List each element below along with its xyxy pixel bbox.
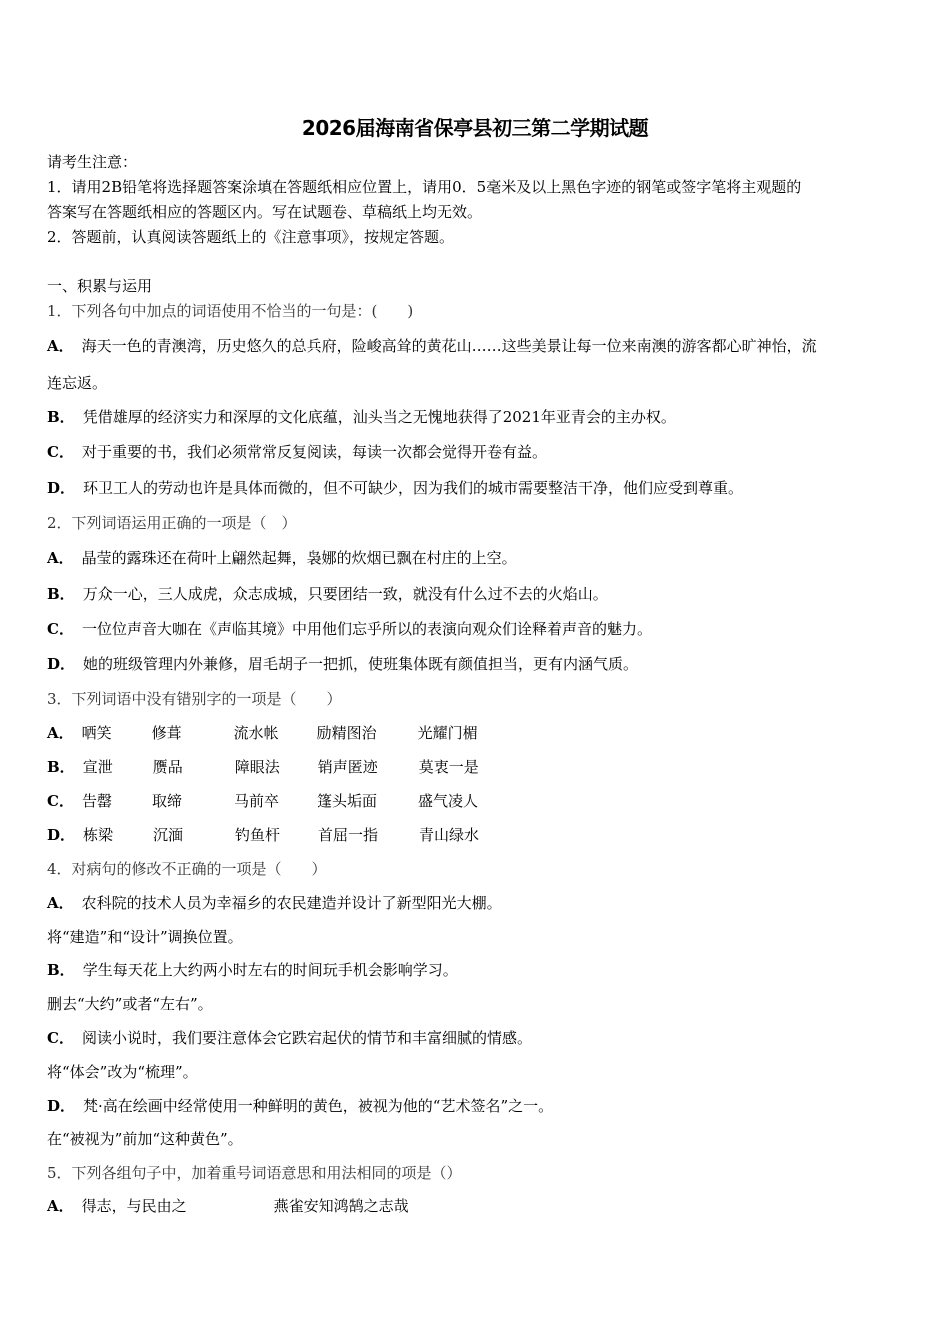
option-text: 凭借雄厚的经济实力和深厚的文化底蕴，汕头当之无愧地获得了2021年亚青会的主办权。	[82, 408, 676, 426]
page-title: 2026届海南省保亭县初三第二学期试题	[301, 116, 649, 140]
option-text: 对于重要的书，我们必须常常反复阅读，每读一次都会觉得开卷有益。	[81, 443, 547, 461]
option-text: 农科院的技术人员为幸福乡的农民建造并设计了新型阳光大棚。	[81, 894, 502, 912]
option-label: A．	[47, 724, 74, 742]
option-label: D．	[47, 1097, 76, 1115]
option-label: B．	[47, 408, 75, 426]
notice-item-1: 1．请用2B铅笔将选择题答案涂填在答题纸相应位置上，请用0．5毫米及以上黑色字迹的钢笔或签字笔将主观题的	[47, 178, 802, 196]
question-1-option-a	[47, 335, 817, 357]
option-label: C．	[47, 620, 74, 638]
option-label: D．	[47, 826, 76, 844]
option-text: 万众一心，三人成虎，众志成城，只要团结一致，就没有什么过不去的火焰山。	[82, 585, 608, 603]
notice-item-1-cont: 答案写在答题纸相应的答题区内。写在试题卷、草稿纸上均无效。	[47, 203, 483, 221]
section-heading: 一、积累与运用	[47, 277, 153, 295]
question-2-option-b	[47, 583, 608, 605]
option-label: B．	[47, 758, 75, 776]
question-4-option-c	[47, 1027, 532, 1049]
question-2-option-c	[47, 618, 652, 640]
question-4-option-b-fix: 删去“大约”或者“左右”。	[47, 995, 213, 1013]
option-label: C．	[47, 1029, 74, 1047]
option-text: 她的班级管理内外兼修，眉毛胡子一把抓，使班集体既有颜值担当，更有内涵气质。	[83, 655, 639, 673]
question-4-option-a	[47, 892, 502, 914]
question-4-option-d-fix: 在“被视为”前加“这种黄色”。	[47, 1130, 243, 1148]
question-4-option-a-fix: 将“建造”和“设计”调换位置。	[47, 928, 243, 946]
option-text: 海天一色的青澳湾，历史悠久的总兵府，险峻高耸的黄花山……这些美景让每一位来南澳的游客都心旷神怡，流	[81, 337, 817, 355]
word: 障眼法	[234, 758, 280, 776]
question-2-option-a	[47, 547, 517, 569]
question-4-option-d	[47, 1095, 553, 1117]
word: 钓鱼杆	[235, 826, 281, 844]
question-2-option-d	[47, 653, 638, 675]
option-text: 一位位声音大咖在《声临其境》中用他们忘乎所以的表演向观众们诠释着声音的魅力。	[81, 620, 652, 638]
word: 马前卒	[233, 792, 279, 810]
question-3-option-a	[47, 722, 478, 744]
question-1-option-a-cont: 连忘返。	[47, 374, 108, 392]
option-text: 梵·高在绘画中经常使用一种鲜明的黄色，被视为他的“艺术签名”之一。	[83, 1097, 554, 1115]
question-4-stem: 4．对病句的修改不正确的一项是（ ）	[47, 860, 327, 878]
option-text: 环卫工人的劳动也许是具体而微的，但不可缺少，因为我们的城市需要整洁干净，他们应受到尊重。	[83, 479, 744, 497]
question-1-option-d	[47, 477, 743, 499]
word: 青山绿水	[419, 826, 480, 844]
word: 沉湎	[153, 826, 184, 844]
option-label: A．	[47, 337, 74, 355]
option-text: 阅读小说时，我们要注意体会它跌宕起伏的情节和丰富细腻的情感。	[81, 1029, 532, 1047]
word: 栋梁	[83, 826, 114, 844]
question-5-stem: 5．下列各组句子中，加着重号词语意思和用法相同的项是（）	[47, 1164, 462, 1182]
option-text: 晶莹的露珠还在荷叶上翩然起舞，袅娜的炊烟已飘在村庄的上空。	[81, 549, 517, 567]
option-text: 燕雀安知鸿鹄之志哉	[273, 1197, 409, 1215]
question-3-option-b	[47, 756, 479, 778]
word: 篷头垢面	[316, 792, 377, 810]
word: 赝品	[152, 758, 183, 776]
option-text: 得志，与民由之	[81, 1197, 187, 1215]
option-label: D．	[47, 655, 76, 673]
word: 首屈一指	[318, 826, 379, 844]
option-label: B．	[47, 585, 75, 603]
option-label: C．	[47, 792, 74, 810]
word: 盛气凌人	[417, 792, 478, 810]
question-3-option-c	[47, 790, 478, 812]
word: 流水帐	[233, 724, 279, 742]
question-3-option-d	[47, 824, 479, 846]
word: 告罄	[81, 792, 112, 810]
word: 销声匿迹	[317, 758, 378, 776]
question-1-option-c	[47, 441, 547, 463]
question-1-stem: 1．下列各句中加点的词语使用不恰当的一句是：( )	[47, 302, 414, 320]
word: 莫衷一是	[418, 758, 479, 776]
option-label: D．	[47, 479, 76, 497]
word: 励精图治	[316, 724, 377, 742]
option-text: 学生每天花上大约两小时左右的时间玩手机会影响学习。	[82, 961, 458, 979]
option-label: A．	[47, 549, 74, 567]
word: 哂笑	[81, 724, 112, 742]
option-label: B．	[47, 961, 75, 979]
word: 光耀门楣	[417, 724, 478, 742]
question-3-stem: 3．下列词语中没有错别字的一项是（ ）	[47, 690, 342, 708]
word: 修葺	[151, 724, 182, 742]
question-2-stem: 2．下列词语运用正确的一项是（ ）	[47, 514, 297, 532]
question-5-option-a	[47, 1195, 409, 1217]
question-1-option-b	[47, 406, 676, 428]
question-4-option-b	[47, 959, 458, 981]
notice-item-2: 2．答题前，认真阅读答题纸上的《注意事项》，按规定答题。	[47, 228, 455, 246]
word: 宣泄	[82, 758, 113, 776]
notice-heading: 请考生注意：	[47, 153, 138, 171]
word: 取缔	[151, 792, 182, 810]
option-label: A．	[47, 1197, 74, 1215]
option-label: C．	[47, 443, 74, 461]
option-label: A．	[47, 894, 74, 912]
question-4-option-c-fix: 将“体会”改为“梳理”。	[47, 1063, 198, 1081]
